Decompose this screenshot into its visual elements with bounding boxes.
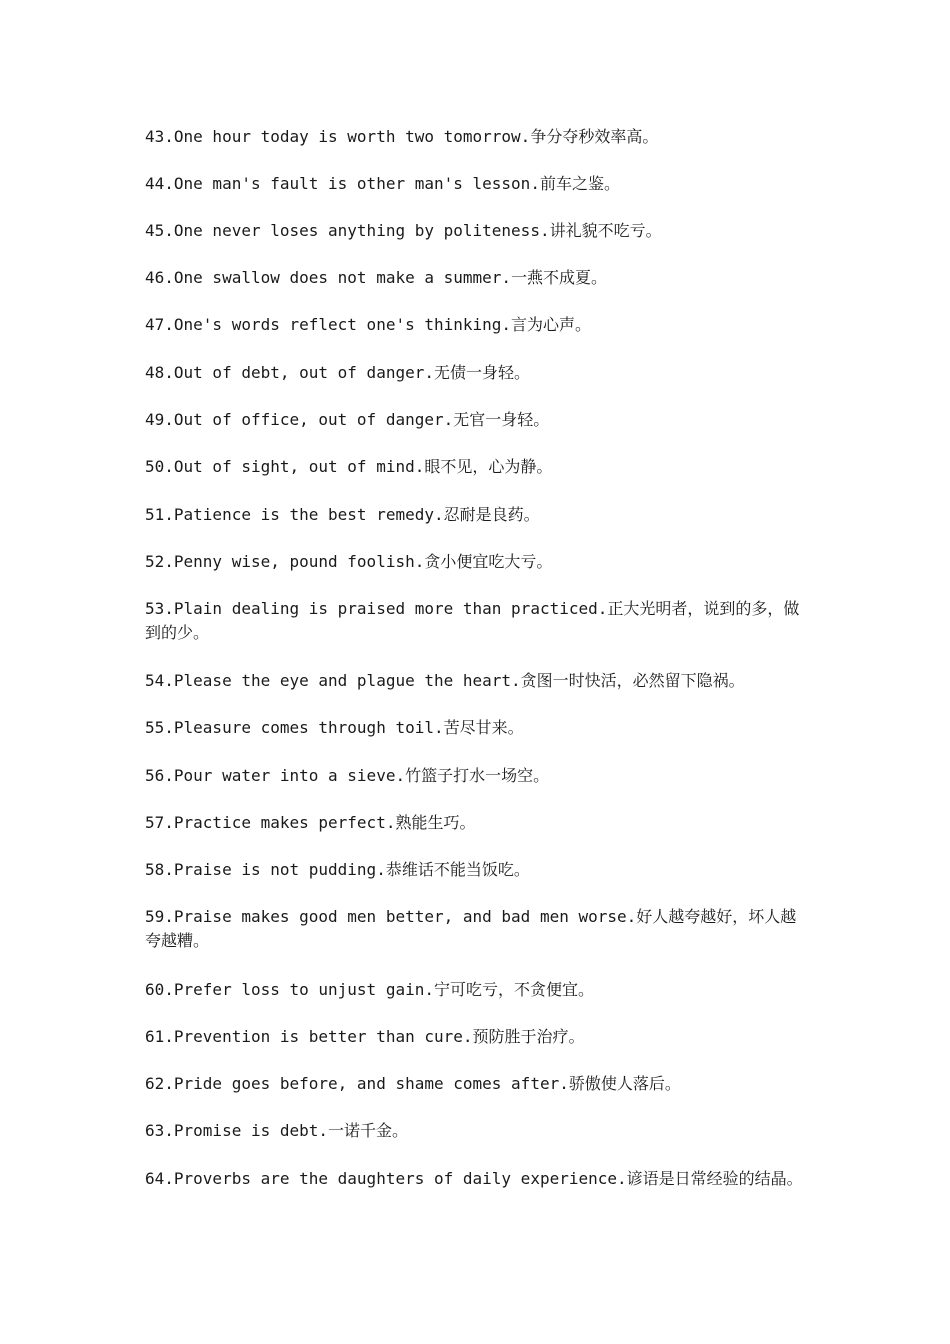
proverb-45: 45.One never loses anything by politeness.讲礼貌不吃亏。 — [145, 221, 662, 240]
proverb-62: 62.Pride goes before, and shame comes after.骄傲使人落后。 — [145, 1074, 681, 1093]
proverb-44: 44.One man's fault is other man's lesson.前车之鉴。 — [145, 174, 620, 193]
proverb-60: 60.Prefer loss to unjust gain.宁可吃亏，不贪便宜。 — [145, 980, 594, 999]
proverb-63: 63.Promise is debt.一诺千金。 — [145, 1121, 409, 1140]
proverb-50: 50.Out of sight, out of mind.眼不见，心为静。 — [145, 457, 553, 476]
proverb-54: 54.Please the eye and plague the heart.贪图一时快活，必然留下隐祸。 — [145, 671, 745, 690]
proverb-52: 52.Penny wise, pound foolish.贪小便宜吃大亏。 — [145, 552, 553, 571]
proverb-51: 51.Patience is the best remedy.忍耐是良药。 — [145, 505, 540, 524]
proverb-58: 58.Praise is not pudding.恭维话不能当饭吃。 — [145, 860, 530, 879]
proverb-55: 55.Pleasure comes through toil.苦尽甘来。 — [145, 718, 524, 737]
proverb-64: 64.Proverbs are the daughters of daily experience.谚语是日常经验的结晶。 — [145, 1169, 803, 1188]
proverb-46: 46.One swallow does not make a summer.一燕不成夏。 — [145, 268, 608, 287]
proverb-49: 49.Out of office, out of danger.无官一身轻。 — [145, 410, 550, 429]
proverb-57: 57.Practice makes perfect.熟能生巧。 — [145, 813, 476, 832]
proverb-61: 61.Prevention is better than cure.预防胜于治疗。 — [145, 1027, 585, 1046]
proverb-48: 48.Out of debt, out of danger.无债一身轻。 — [145, 363, 530, 382]
proverb-47: 47.One's words reflect one's thinking.言为心声。 — [145, 315, 592, 334]
proverb-43: 43.One hour today is worth two tomorrow.争分夺秒效率高。 — [145, 127, 659, 146]
proverb-59: 59.Praise makes good men better, and bad men worse.好人越夸越好，坏人越夸越糟。 — [145, 907, 797, 950]
proverb-56: 56.Pour water into a sieve.竹篮子打水一场空。 — [145, 766, 550, 785]
proverb-53: 53.Plain dealing is praised more than practiced.正大光明者，说到的多，做到的少。 — [145, 599, 800, 642]
